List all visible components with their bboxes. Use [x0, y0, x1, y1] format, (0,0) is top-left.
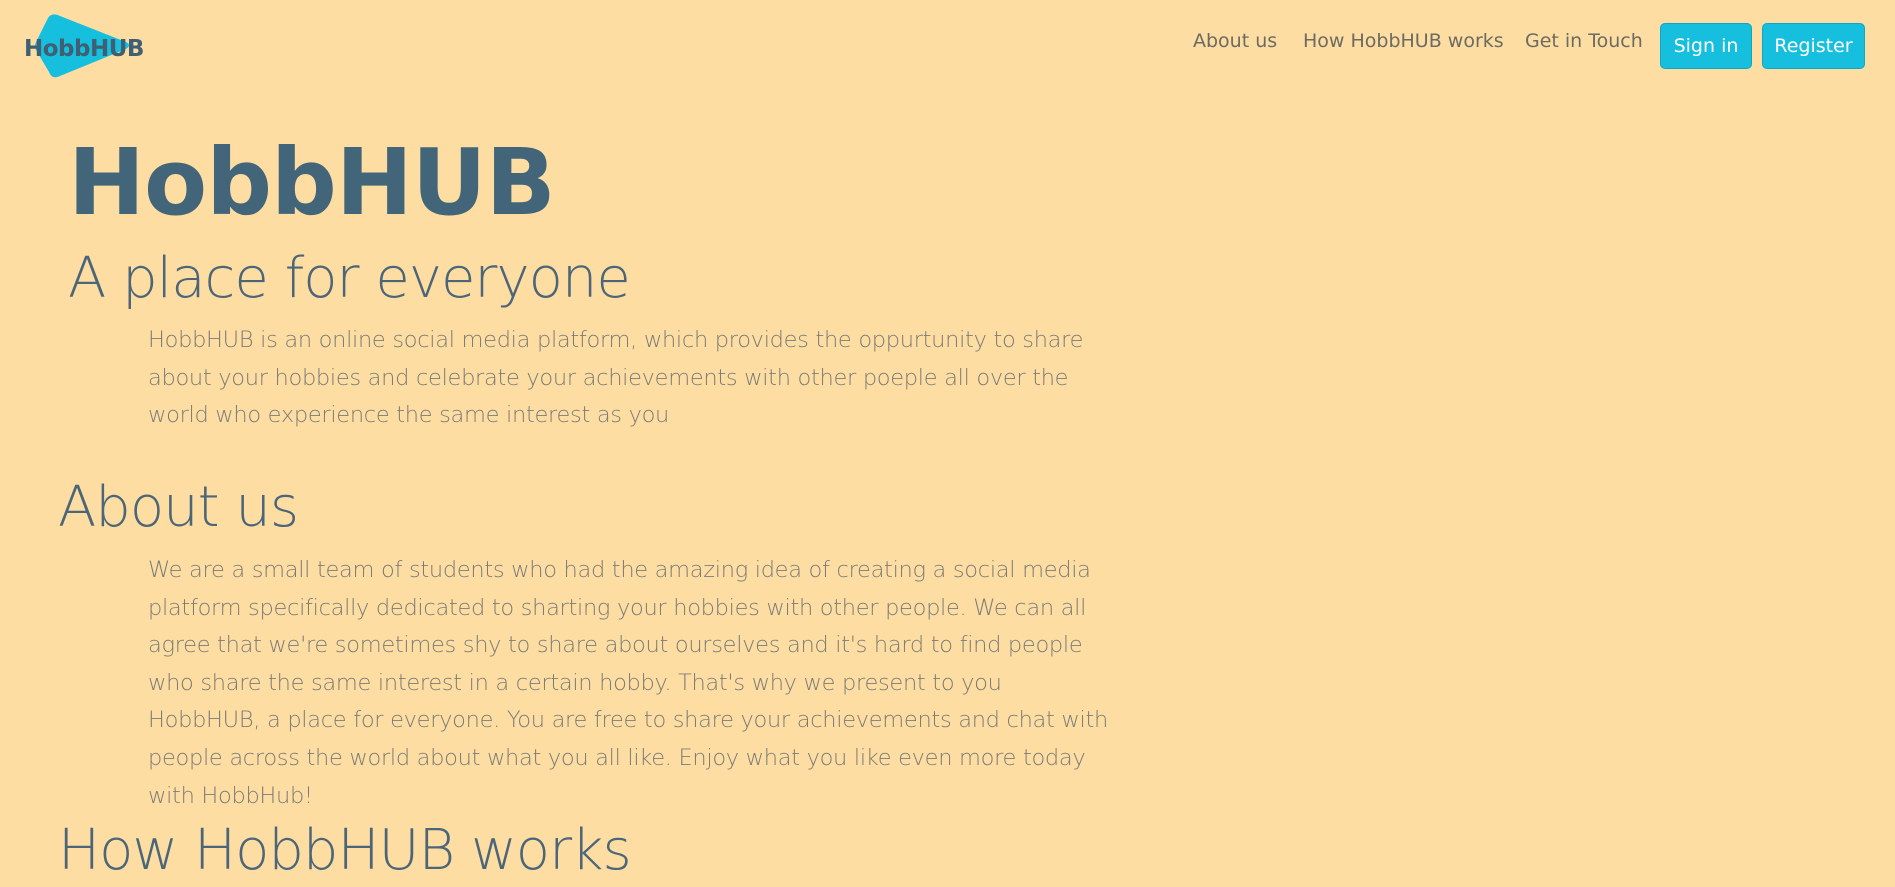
logo-text: HobbHUB [24, 36, 144, 62]
brand-logo[interactable] [22, 12, 146, 82]
about-us-text: We are a small team of students who had the amazing idea of creating a social media platform specifically dedicated to sharting your hobbies with other people. We can all agree that we're sometimes shy to share about ourselves and it's hard to find people who share the same interest in a certain hobby. That's why we present to you HobbHUB, a place for everyone. You are free to share your achievements and chat with people across the world about what you all like. Enjoy what you like even more today with HobbHub! [148, 557, 1108, 809]
nav-link-get-in-touch[interactable]: Get in Touch [1525, 30, 1643, 52]
hero-title: HobbHUB [68, 129, 555, 236]
how-it-works-heading: How HobbHUB works [58, 818, 631, 883]
top-navbar [0, 0, 1895, 96]
nav-link-how-hobbhub-works[interactable]: How HobbHUB works [1303, 30, 1504, 52]
nav-link-about-us[interactable]: About us [1193, 30, 1278, 52]
sign-in-button[interactable]: Sign in [1660, 23, 1752, 69]
hero-description: HobbHUB is an online social media platform, which provides the oppurtunity to share about your hobbies and celebrate your achievements with other poeple all over the world who experience the same interest as you [148, 327, 1084, 429]
hero-subtitle: A place for everyone [68, 246, 630, 311]
register-button[interactable]: Register [1762, 23, 1865, 69]
about-us-heading: About us [58, 475, 299, 540]
